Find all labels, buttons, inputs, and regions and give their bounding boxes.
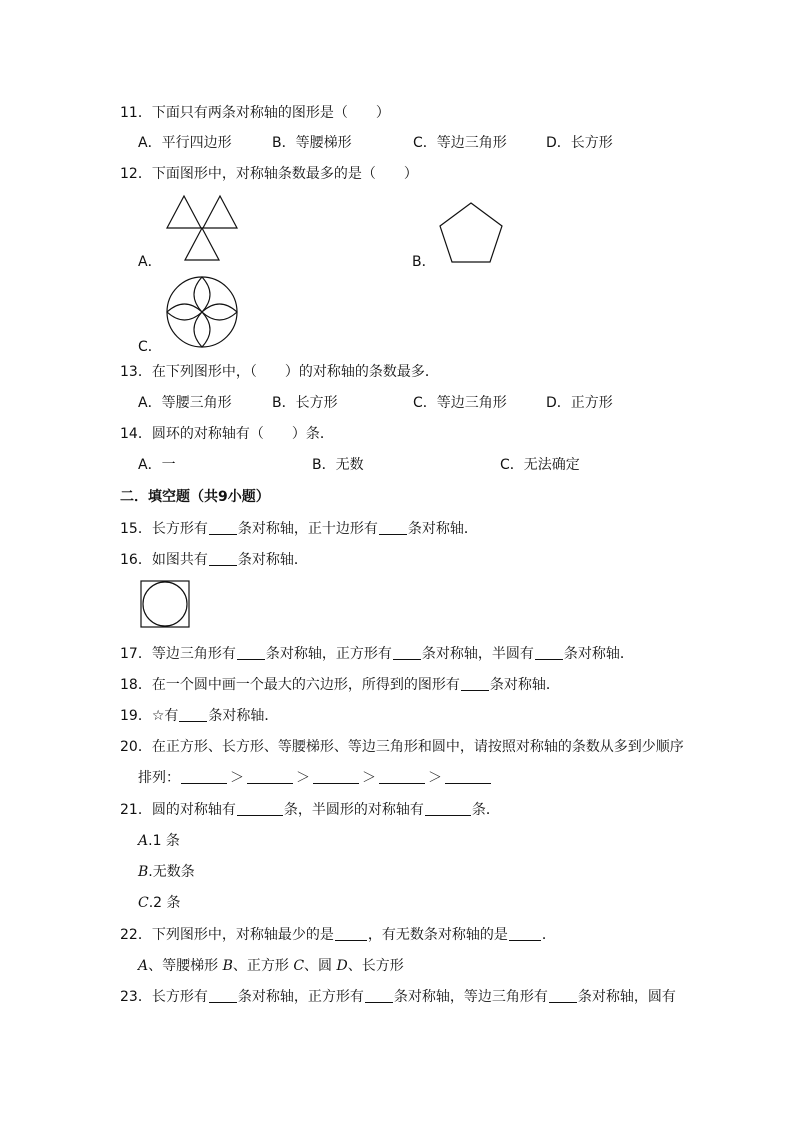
question-16 [120,551,308,569]
q19-text-2: 条对称轴． [208,708,279,724]
q16-text-1: 16．如图共有 [120,552,208,568]
section-2-title: 二．填空题（共9小题） [120,489,270,505]
q22-text-2: ，有无数条对称轴的是 [367,927,508,943]
question-13-stem: 13．在下列图形中，（ ）的对称轴的条数最多． [120,364,439,380]
q13-option-c: C．等边三角形 [413,395,507,411]
q21-option-a [138,832,180,850]
q14-option-a: A．一 [138,457,176,473]
choice-letter: C [293,958,305,974]
question-15 [120,520,478,538]
question-17 [120,645,634,663]
q17-blank-3[interactable] [535,645,563,660]
q17-text-4: 条对称轴． [563,646,634,662]
question-11-stem: 11．下面只有两条对称轴的图形是（ ） [120,105,390,121]
circle-in-square-figure [140,580,190,628]
question-21 [120,801,500,819]
q20-blank-2[interactable] [247,769,293,784]
q16-text-2: 条对称轴． [237,552,308,568]
q13-option-a: A．等腰三角形 [138,395,232,411]
q23-text-3: 条对称轴，等边三角形有 [393,989,548,1005]
q13-option-d: D．正方形 [546,395,613,411]
q20-prefix: 排列： [138,770,180,786]
greater-than-sign: ＞ [230,770,244,786]
q14-option-c: C．无法确定 [500,457,580,473]
q23-blank-1[interactable] [209,988,237,1003]
q17-text-2: 条对称轴，正方形有 [265,646,392,662]
circle-with-petals-figure [165,275,239,349]
q22-text-1: 22．下列图形中，对称轴最少的是 [120,927,334,943]
question-23 [120,988,676,1006]
q23-text-4: 条对称轴，圆有 [577,989,676,1005]
choice-letter: D [336,958,348,974]
q16-blank-1[interactable] [209,551,237,566]
q21-text-3: 条． [471,802,500,818]
q21-text-2: 条，半圆形的对称轴有 [283,802,424,818]
q11-option-c: C．等边三角形 [413,135,507,151]
q11-option-b: B．等腰梯形 [272,135,352,151]
q14-option-b: B．无数 [312,457,364,473]
q15-text-2: 条对称轴，正十边形有 [237,521,378,537]
q23-text-1: 23．长方形有 [120,989,208,1005]
option-letter: A [138,833,149,849]
q13-option-b: B．长方形 [272,395,338,411]
q20-blank-5[interactable] [445,769,491,784]
choice-text: 、圆 [304,958,337,974]
option-letter: B [138,864,149,880]
q20-blank-1[interactable] [181,769,227,784]
q18-text-2: 条对称轴． [489,677,560,693]
q15-text-1: 15．长方形有 [120,521,208,537]
q17-text-3: 条对称轴，半圆有 [421,646,534,662]
q15-blank-2[interactable] [379,520,407,535]
q21-blank-1[interactable] [237,801,283,816]
q11-option-a: A．平行四边形 [138,135,232,151]
q18-blank-1[interactable] [461,676,489,691]
q21-option-c [138,894,181,912]
choice-letter: A [138,958,149,974]
question-14-stem: 14．圆环的对称轴有（ ）条． [120,426,334,442]
q21-blank-2[interactable] [425,801,471,816]
q20-blank-4[interactable] [379,769,425,784]
choice-text: 、正方形 [232,958,294,974]
q22-blank-2[interactable] [509,926,541,941]
q11-option-d: D．长方形 [546,135,613,151]
q12-option-c-label: C． [138,339,162,355]
option-text: .2 条 [148,895,181,911]
q22-text-3: ． [541,927,556,943]
choice-text: 、等腰梯形 [148,958,223,974]
q15-text-3: 条对称轴． [407,521,478,537]
q21-option-b [138,863,195,881]
q17-blank-2[interactable] [393,645,421,660]
q22-blank-1[interactable] [335,926,367,941]
question-20-line-2 [138,769,492,787]
q18-text-1: 18．在一个圆中画一个最大的六边形，所得到的图形有 [120,677,460,693]
q17-blank-1[interactable] [237,645,265,660]
choice-letter: B [222,958,233,974]
question-18 [120,676,560,694]
q23-blank-3[interactable] [549,988,577,1003]
q23-blank-2[interactable] [365,988,393,1003]
q12-option-a-label: A． [138,254,162,270]
option-text: .1 条 [148,833,180,849]
q20-blank-3[interactable] [313,769,359,784]
option-text: .无数条 [148,864,195,880]
q23-text-2: 条对称轴，正方形有 [237,989,364,1005]
greater-than-sign: ＞ [362,770,376,786]
question-12-stem: 12．下面图形中，对称轴条数最多的是（ ） [120,166,418,182]
question-20-line-1: 20．在正方形、长方形、等腰梯形、等边三角形和圆中，请按照对称轴的条数从多到少顺序 [120,739,684,755]
q22-choices [138,957,404,975]
q19-text-1: 19．☆有 [120,708,179,724]
q21-text-1: 21．圆的对称轴有 [120,802,236,818]
choice-text: 、长方形 [347,958,404,974]
pentagon-figure [436,200,506,264]
question-19 [120,707,278,725]
q17-text-1: 17．等边三角形有 [120,646,236,662]
greater-than-sign: ＞ [296,770,310,786]
question-22 [120,926,556,944]
q15-blank-1[interactable] [209,520,237,535]
option-letter: C [138,895,149,911]
q12-option-b-label: B． [412,254,436,270]
three-triangles-figure [165,194,241,262]
greater-than-sign: ＞ [428,770,442,786]
q19-blank-1[interactable] [179,707,207,722]
